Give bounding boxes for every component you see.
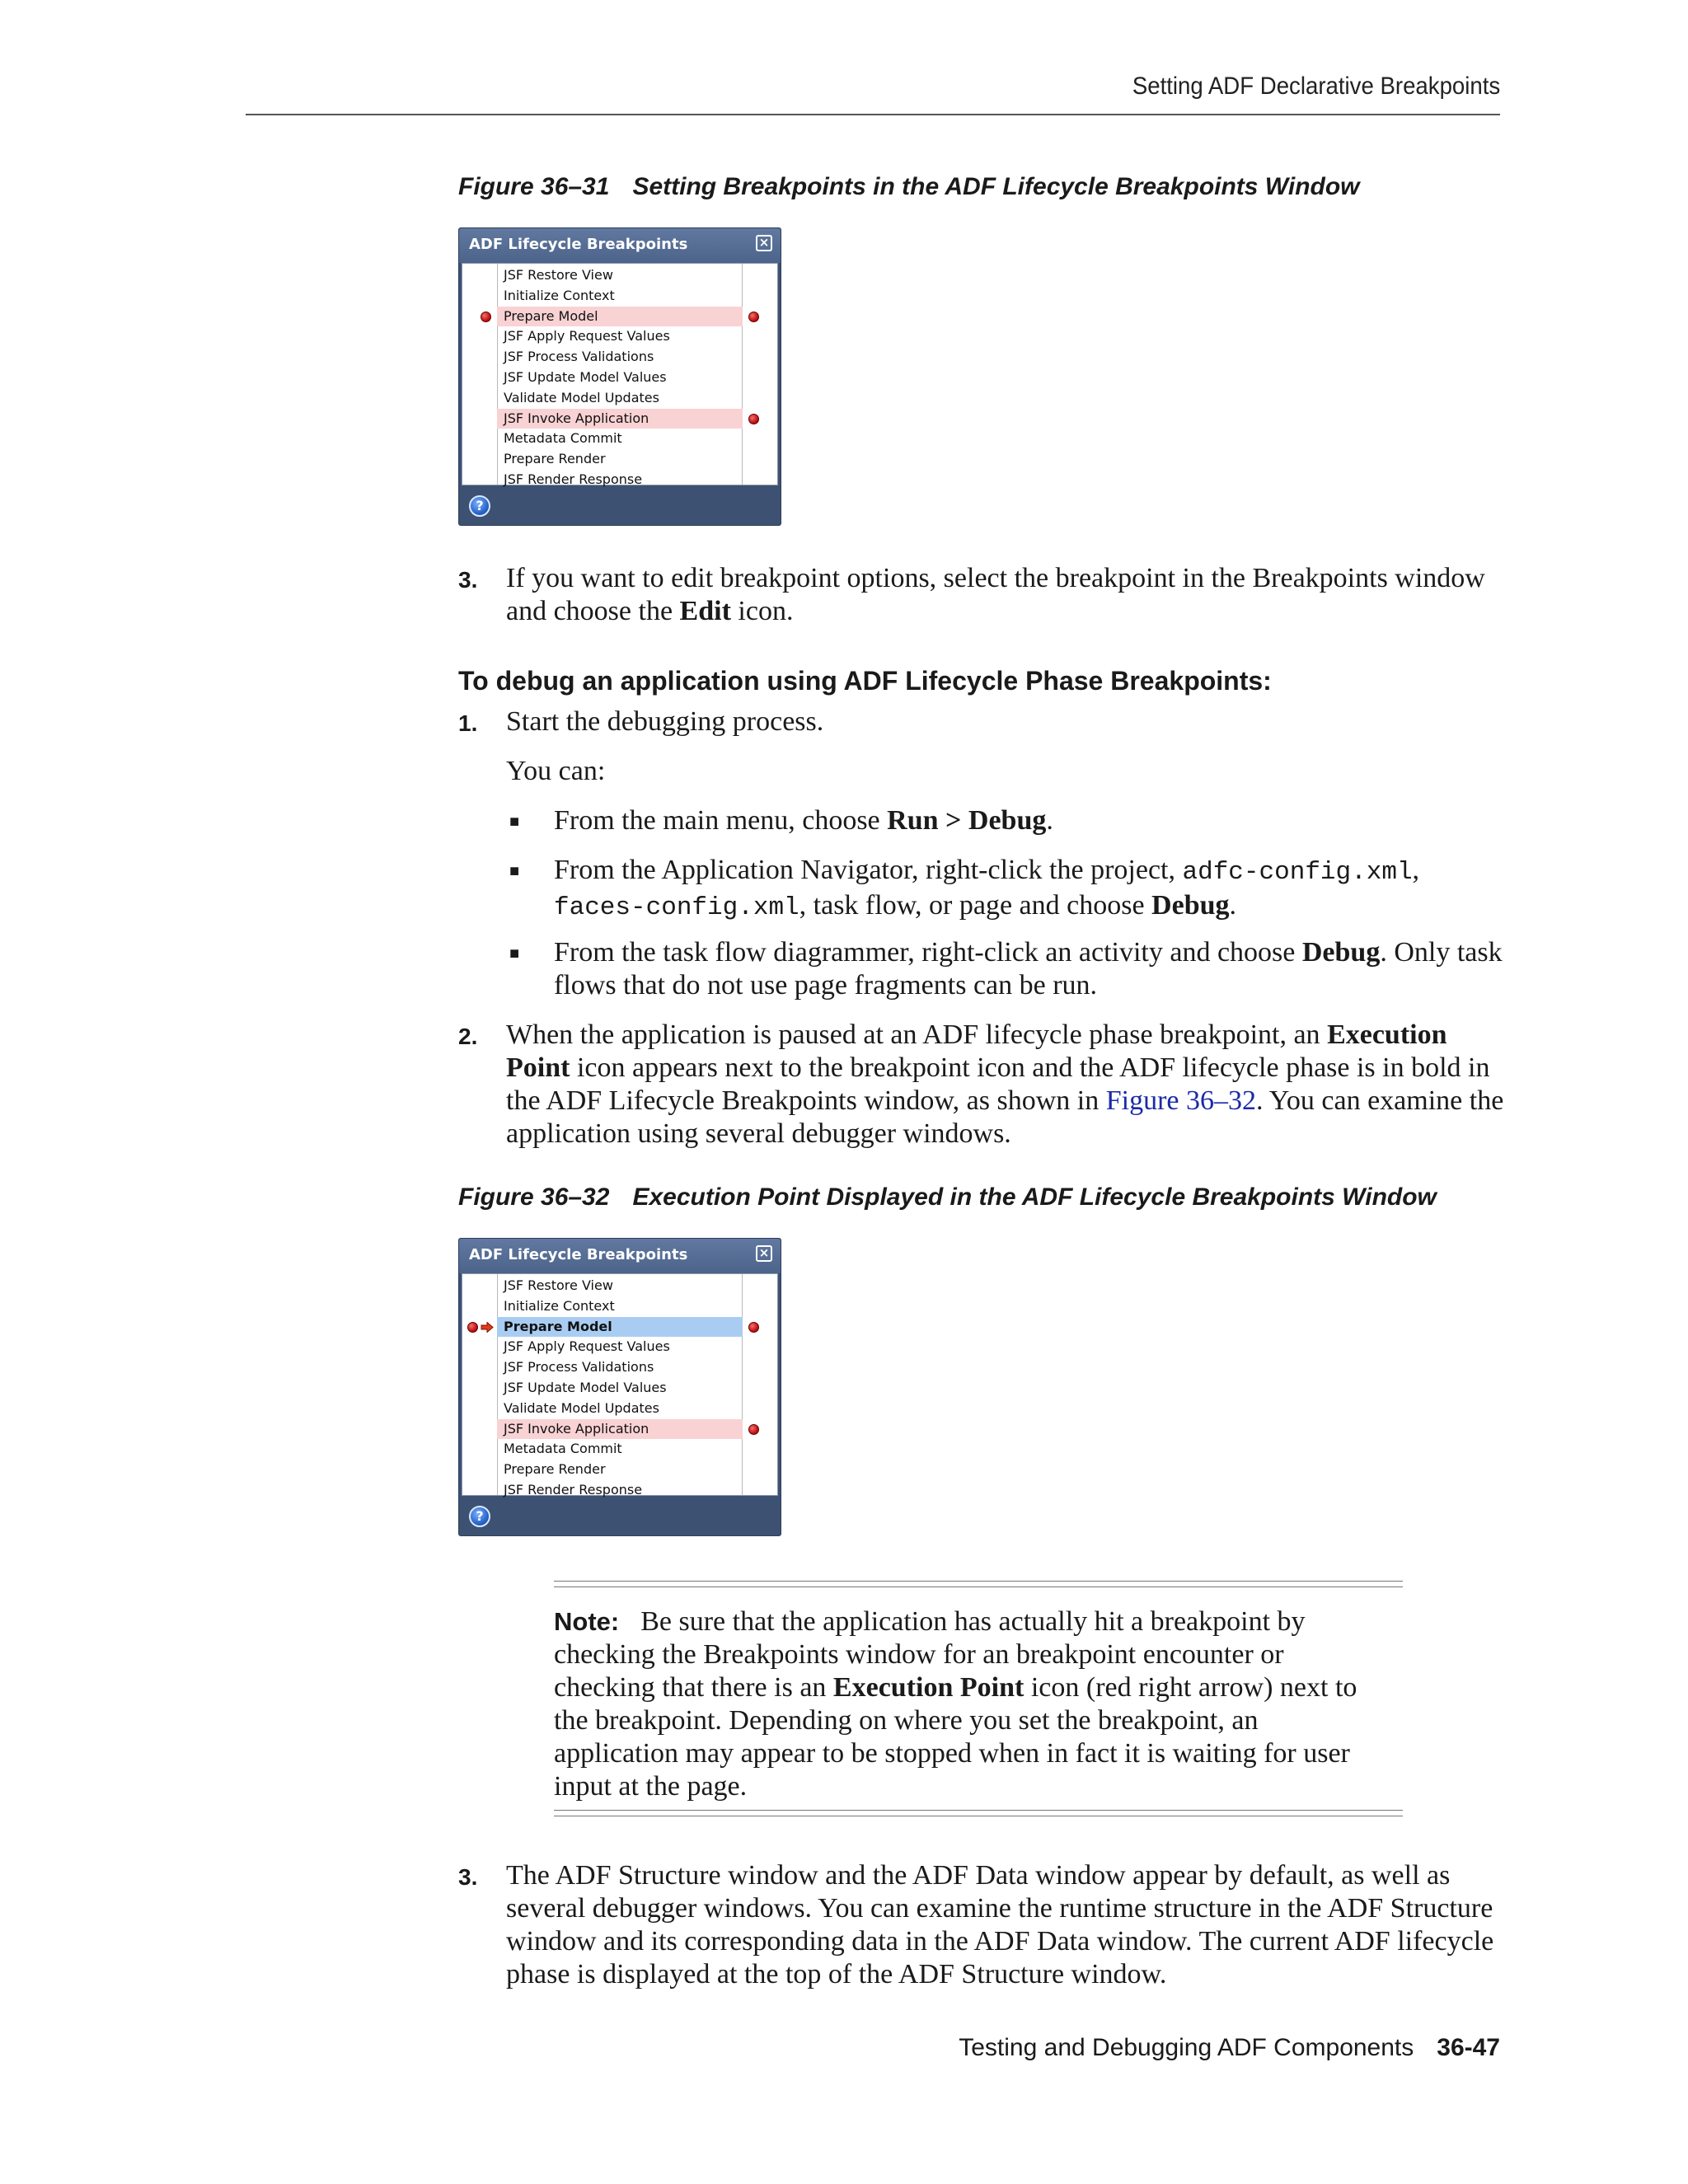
bullet-task-flow-diagrammer: From the task flow diagrammer, right-click an activity and choose Debug. Only task flows that do not use page fragments can be run.: [554, 937, 1503, 1001]
phase-row-jsf-invoke-application[interactable]: JSF Invoke Application: [497, 409, 743, 429]
close-icon[interactable]: ×: [756, 235, 772, 251]
note-text: Note: Be sure that the application has actually hit a breakpoint by checking the Breakpoints window for an breakpoint encounter or checking that there is an Execution Point icon (red right arrow) next to the breakpoint. Depending on where you set the breakpoint, an application may appear to be stopped when in fact it is waiting for user input at the page.: [554, 1606, 1357, 1802]
help-icon[interactable]: ?: [469, 495, 490, 517]
bullet-marker: ■: [509, 944, 520, 963]
phase-row-jsf-restore-view[interactable]: JSF Restore View: [504, 267, 613, 283]
figure-number: Figure 36–32: [458, 1183, 610, 1211]
help-icon[interactable]: ?: [469, 1506, 490, 1527]
footer-title: Testing and Debugging ADF Components: [959, 2034, 1414, 2061]
phase-row-jsf-update-model-values[interactable]: JSF Update Model Values: [504, 369, 667, 385]
phase-row-jsf-apply-request-values[interactable]: JSF Apply Request Values: [504, 328, 670, 344]
phase-row-validate-model-updates[interactable]: Validate Model Updates: [504, 1399, 659, 1416]
step-number: 3.: [458, 1864, 478, 1890]
note-label: Note:: [554, 1607, 620, 1636]
breakpoint-icon[interactable]: [467, 1322, 478, 1333]
phase-row-jsf-render-response[interactable]: JSF Render Response: [504, 471, 643, 487]
right-breakpoint-gutter[interactable]: [742, 1274, 777, 1495]
step-number: 2.: [458, 1024, 478, 1049]
figure-caption: Setting Breakpoints in the ADF Lifecycle Breakpoints Window: [632, 173, 1360, 200]
page-number: 36-47: [1437, 2034, 1500, 2061]
note-bottom-rule: [554, 1810, 1403, 1816]
right-breakpoint-gutter[interactable]: [742, 264, 777, 485]
step-2-text: When the application is paused at an ADF lifecycle phase breakpoint, an Execution Point icon appears next to the breakpoint icon and the ADF lifecycle phase is in bold in the ADF Lifecycle Breakpoints window, as shown in Figure 36–32. You can examine the application using several debugger windows.: [506, 1019, 1504, 1149]
phase-row-jsf-restore-view[interactable]: JSF Restore View: [504, 1277, 613, 1293]
figure-36-32-link[interactable]: Figure 36–32: [1105, 1085, 1257, 1116]
phase-row-jsf-apply-request-values[interactable]: JSF Apply Request Values: [504, 1338, 670, 1355]
execution-point-arrow-icon: [481, 1322, 494, 1333]
phase-row-jsf-render-response[interactable]: JSF Render Response: [504, 1482, 643, 1497]
adf-lifecycle-breakpoints-window-paused: [458, 1238, 781, 1536]
breakpoint-icon[interactable]: [748, 1322, 759, 1333]
procedure-heading: To debug an application using ADF Lifecycle Phase Breakpoints:: [458, 666, 1272, 696]
running-header: Setting ADF Declarative Breakpoints: [1132, 73, 1500, 100]
note-top-rule: [554, 1581, 1403, 1587]
left-breakpoint-gutter[interactable]: [462, 264, 498, 485]
step-number: 3.: [458, 567, 478, 593]
page-footer: [959, 2034, 1500, 2062]
phase-list: [462, 263, 778, 485]
window-title: ADF Lifecycle Breakpoints: [469, 236, 688, 253]
phase-row-jsf-invoke-application[interactable]: JSF Invoke Application: [497, 1419, 743, 1440]
breakpoint-icon[interactable]: [481, 312, 491, 322]
breakpoint-icon[interactable]: [748, 414, 759, 424]
left-breakpoint-gutter[interactable]: [462, 1274, 498, 1495]
phase-row-jsf-process-validations[interactable]: JSF Process Validations: [504, 349, 654, 365]
phase-row-jsf-update-model-values[interactable]: JSF Update Model Values: [504, 1380, 667, 1395]
phase-row-prepare-model[interactable]: Prepare Model: [497, 307, 743, 327]
phase-list: [462, 1273, 778, 1496]
breakpoint-icon[interactable]: [748, 1424, 759, 1435]
figure-36-31-title: [458, 173, 1360, 201]
step-3-structure-text: The ADF Structure window and the ADF Data window appear by default, as well as several debugger windows. You can examine the runtime structure in the ADF Structure window and its corresponding data in the ADF Data window. The current ADF lifecycle phase is displayed at the top of the ADF Structure window.: [506, 1860, 1494, 1990]
phase-row-prepare-model-current[interactable]: Prepare Model: [497, 1317, 743, 1338]
figure-caption: Execution Point Displayed in the ADF Lifecycle Breakpoints Window: [632, 1183, 1437, 1211]
close-icon[interactable]: ×: [756, 1245, 772, 1262]
bullet-marker: ■: [509, 813, 520, 831]
step-3-edit-text: If you want to edit breakpoint options, select the breakpoint in the Breakpoints window and choose the Edit icon.: [506, 563, 1485, 626]
phase-row-metadata-commit[interactable]: Metadata Commit: [504, 430, 622, 447]
phase-row-initialize-context[interactable]: Initialize Context: [504, 287, 615, 303]
you-can-text: You can:: [506, 756, 606, 786]
figure-36-32-title: [458, 1183, 1437, 1212]
adf-lifecycle-breakpoints-window: [458, 227, 781, 526]
step-1-text: Start the debugging process.: [506, 706, 824, 737]
step-number: 1.: [458, 710, 478, 736]
window-footer: [459, 1497, 781, 1535]
phase-row-metadata-commit[interactable]: Metadata Commit: [504, 1441, 622, 1457]
bullet-application-navigator: From the Application Navigator, right-click the project, adfc-config.xml, faces-config.xml, task flow, or page and choose Debug.: [554, 855, 1420, 922]
bullet-main-menu: From the main menu, choose Run > Debug.: [554, 805, 1053, 836]
breakpoint-icon[interactable]: [748, 312, 759, 322]
figure-number: Figure 36–31: [458, 173, 610, 200]
phase-row-prepare-render[interactable]: Prepare Render: [504, 451, 606, 467]
phase-row-jsf-process-validations[interactable]: JSF Process Validations: [504, 1359, 654, 1376]
bullet-marker: ■: [509, 862, 520, 880]
phase-row-prepare-render[interactable]: Prepare Render: [504, 1461, 606, 1478]
header-rule: [246, 114, 1500, 115]
window-footer: [459, 487, 781, 525]
window-title: ADF Lifecycle Breakpoints: [469, 1246, 688, 1263]
phase-row-initialize-context[interactable]: Initialize Context: [504, 1297, 615, 1314]
window-titlebar: [459, 228, 781, 263]
note-box: [554, 1581, 1403, 1816]
phase-row-validate-model-updates[interactable]: Validate Model Updates: [504, 389, 659, 405]
window-titlebar: [459, 1239, 781, 1273]
